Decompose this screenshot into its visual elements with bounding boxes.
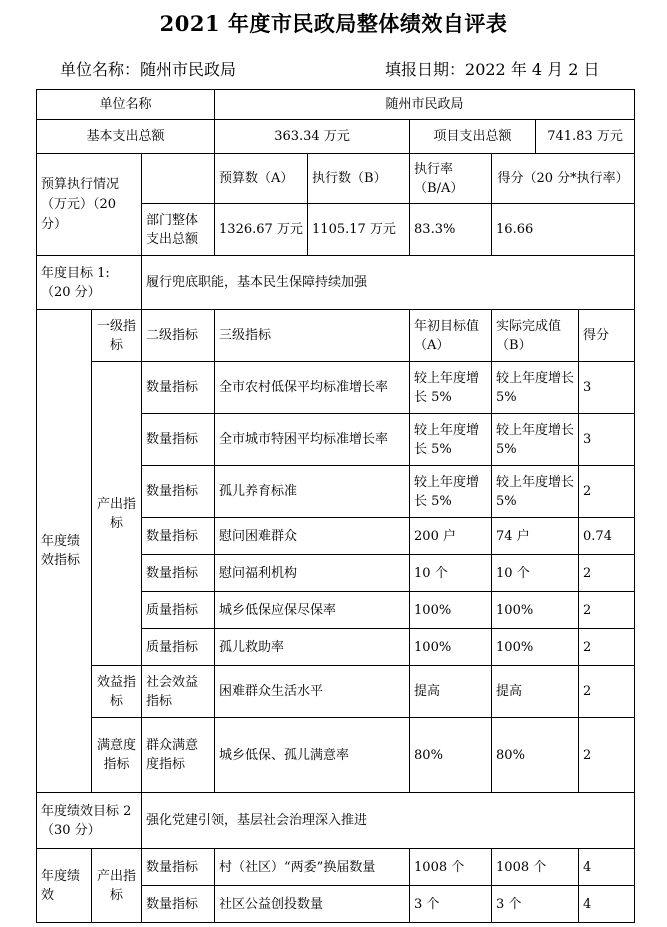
indicator-target: 10 个 [410,555,492,592]
indicator-actual: 10 个 [492,555,579,592]
indicator-level3: 全市农村低保平均标准增长率 [215,362,410,414]
indicator-level3: 慰问福利机构 [215,555,410,592]
benefit-indicator-label: 效益指标 [92,666,142,718]
dept-total-label: 部门整体支出总额 [142,204,215,256]
unit-meta-label: 单位名称： [60,60,141,79]
empty-cell [142,154,215,204]
indicator-score: 2 [579,666,635,718]
unit-name-label: 单位名称 [37,90,215,120]
indicator-actual: 100% [492,592,579,629]
date-meta [385,57,600,80]
output-indicator-label: 产出指标 [92,362,142,666]
indicator-level3: 困难群众生活水平 [215,666,410,718]
goal1-text: 履行兜底职能，基本民生保障持续加强 [142,256,635,310]
unit-name-value: 随州市民政局 [215,90,635,120]
indicator-actual: 较上年度增长 5% [492,362,579,414]
indicator-level2: 质量指标 [142,629,215,666]
indicator-target: 100% [410,592,492,629]
indicator-actual: 3 个 [492,886,579,923]
budget-head-planned: 预算数（A） [215,154,308,204]
head-target: 年初目标值（A） [410,310,492,362]
indicator-actual: 1008 个 [492,849,579,886]
annual-performance-2-label: 年度绩效 [37,849,92,923]
indicator-level3: 孤儿救助率 [215,629,410,666]
output-indicator-2-label: 产出指标 [92,849,142,923]
budget-head-score: 得分（20 分*执行率） [492,154,635,204]
indicator-level3: 孤儿养育标准 [215,466,410,518]
indicator-actual: 较上年度增长 5% [492,466,579,518]
indicator-level2: 数量指标 [142,849,215,886]
indicator-score: 3 [579,362,635,414]
indicator-level3: 城乡低保、孤儿满意率 [215,718,410,793]
indicator-level3: 全市城市特困平均标准增长率 [215,414,410,466]
indicator-target: 100% [410,629,492,666]
indicator-target: 80% [410,718,492,793]
indicator-target: 较上年度增长 5% [410,414,492,466]
head-level3: 三级指标 [215,310,410,362]
budget-value-rate: 83.3% [410,204,492,256]
unit-meta [60,57,236,80]
budget-value-executed: 1105.17 万元 [308,204,410,256]
goal2-label: 年度绩效目标 2（30 分） [37,793,142,849]
indicator-score: 4 [579,849,635,886]
basic-expense-label: 基本支出总额 [37,120,215,154]
indicator-score: 3 [579,414,635,466]
indicator-target: 3 个 [410,886,492,923]
indicator-level2: 数量指标 [142,555,215,592]
indicator-target: 较上年度增长 5% [410,466,492,518]
indicator-actual: 100% [492,629,579,666]
indicator-level2: 数量指标 [142,466,215,518]
date-meta-value: 2022 年 4 月 2 日 [465,60,600,79]
indicator-score: 2 [579,629,635,666]
indicator-actual: 74 户 [492,518,579,555]
indicator-actual: 提高 [492,666,579,718]
goal1-label: 年度目标 1:（20 分） [37,256,142,310]
head-score: 得分 [579,310,635,362]
indicator-target: 200 户 [410,518,492,555]
indicator-level2: 群众满意度指标 [142,718,215,793]
indicator-level2: 数量指标 [142,414,215,466]
basic-expense-value: 363.34 万元 [215,120,410,154]
indicator-level2: 社会效益指标 [142,666,215,718]
budget-value-planned: 1326.67 万元 [215,204,308,256]
indicator-level2: 数量指标 [142,362,215,414]
budget-head-executed: 执行数（B） [308,154,410,204]
indicator-actual: 较上年度增长 5% [492,414,579,466]
budget-value-score: 16.66 [492,204,635,256]
project-expense-value: 741.83 万元 [536,120,635,154]
indicator-target: 较上年度增长 5% [410,362,492,414]
annual-performance-label: 年度绩效指标 [37,310,92,793]
indicator-score: 4 [579,886,635,923]
budget-head-rate: 执行率（B/A） [410,154,492,204]
indicator-level3: 慰问困难群众 [215,518,410,555]
indicator-level3: 村（社区）“两委”换届数量 [215,849,410,886]
indicator-target: 1008 个 [410,849,492,886]
project-expense-label: 项目支出总额 [410,120,536,154]
head-actual: 实际完成值（B） [492,310,579,362]
evaluation-table [36,89,635,923]
head-level2: 二级指标 [142,310,215,362]
indicator-score: 2 [579,466,635,518]
indicator-level2: 质量指标 [142,592,215,629]
indicator-score: 2 [579,718,635,793]
budget-execution-label: 预算执行情况（万元）（20 分） [37,154,142,256]
indicator-level2: 数量指标 [142,518,215,555]
satisfaction-indicator-label: 满意度指标 [92,718,142,793]
unit-meta-value: 随州市民政局 [140,60,237,79]
indicator-level2: 数量指标 [142,886,215,923]
date-meta-label: 填报日期： [385,60,466,79]
head-level1: 一级指标 [92,310,142,362]
indicator-actual: 80% [492,718,579,793]
page-title: 2021 年度市民政局整体绩效自评表 [159,11,508,36]
indicator-target: 提高 [410,666,492,718]
indicator-score: 0.74 [579,518,635,555]
goal2-text: 强化党建引领，基层社会治理深入推进 [142,793,635,849]
indicator-score: 2 [579,592,635,629]
indicator-level3: 社区公益创投数量 [215,886,410,923]
indicator-level3: 城乡低保应保尽保率 [215,592,410,629]
indicator-score: 2 [579,555,635,592]
